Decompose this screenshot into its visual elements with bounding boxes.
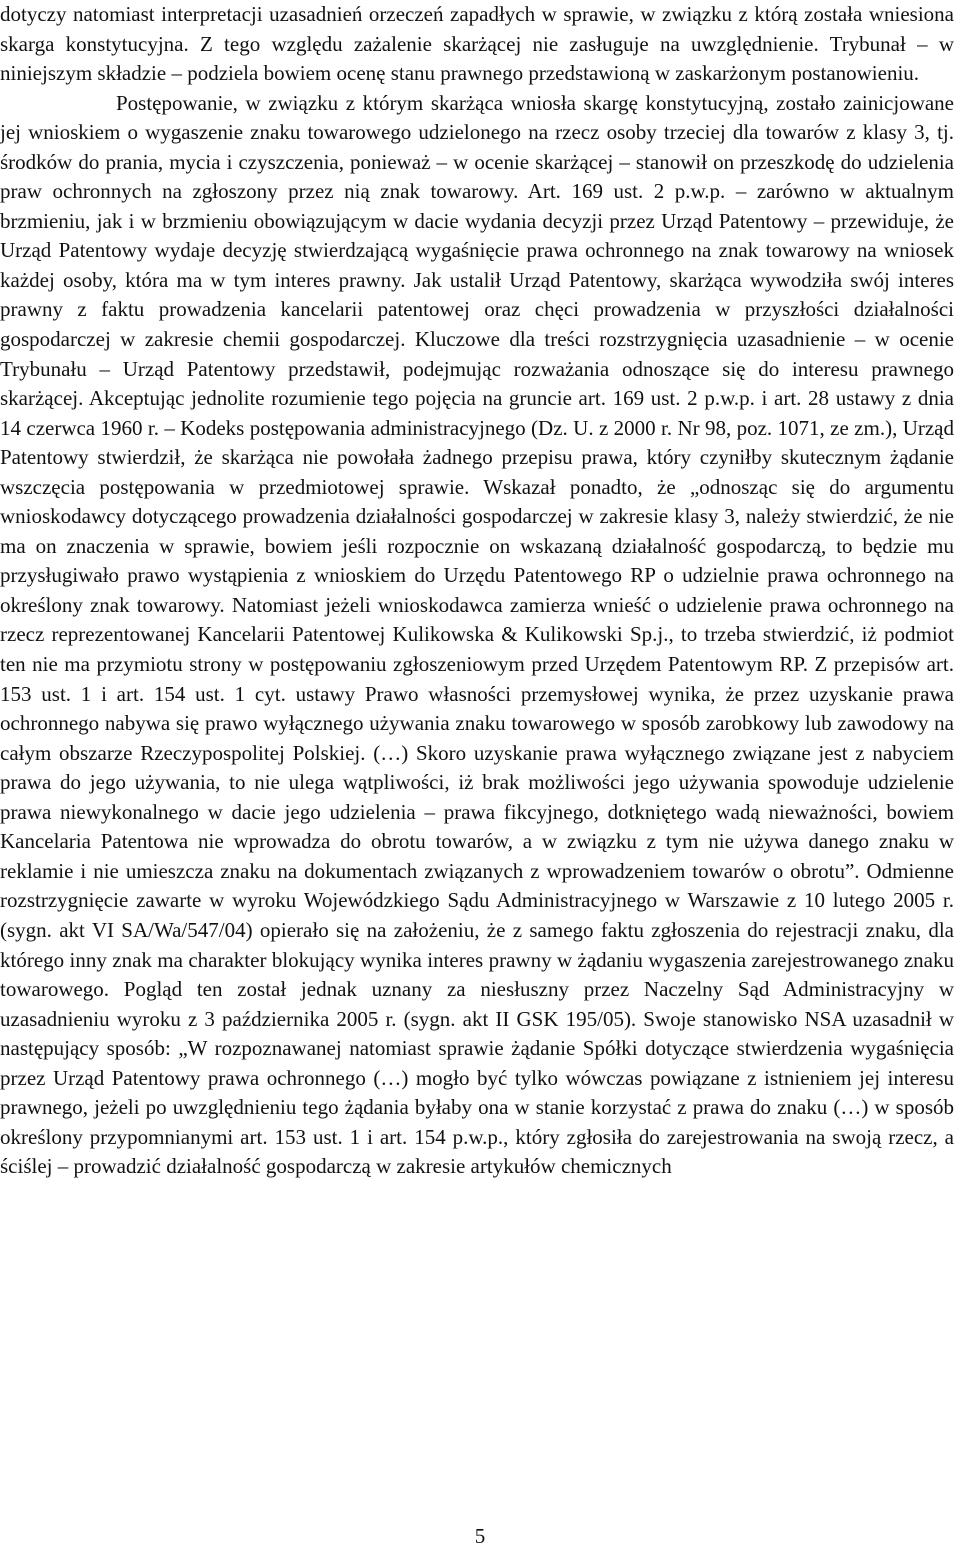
paragraph-main: Postępowanie, w związku z którym skarżąca wniosła skargę konstytucyjną, zostało zainicjowane jej wnioskiem o wygaszenie znaku towarowego udzielonego na rzecz osoby trzeciej dla towarów z klasy 3, tj. środków do prania, mycia i czyszczenia, ponieważ – w ocenie skarżącej – stanowił on przeszkodę do udzielenia praw ochronnych na zgłoszony przez nią znak towarowy. Art. 169 ust. 2 p.w.p. – zarówno w aktualnym brzmieniu, jak i w brzmieniu obowiązującym w dacie wydania decyzji przez Urząd Patentowy – przewiduje, że Urząd Patentowy wydaje decyzję stwierdzającą wygaśnięcie prawa ochronnego na znak towarowy na wniosek każdej osoby, która ma w tym interes prawny. Jak ustalił Urząd Patentowy, skarżąca wywodziła swój interes prawny z faktu prowadzenia kancelarii patentowej oraz chęci prowadzenia w przyszłości działalności gospodarczej w zakresie chemii gospodarczej. Kluczowe dla treści rozstrzygnięcia uzasadnienie – w ocenie Trybunału – Urząd Patentowy przedstawił, podejmując rozważania odnoszące się do interesu prawnego skarżącej. Akceptując jednolite rozumienie tego pojęcia na gruncie art. 169 ust. 2 p.w.p. i art. 28 ustawy z dnia 14 czerwca 1960 r. – Kodeks postępowania administracyjnego (Dz. U. z 2000 r. Nr 98, poz. 1071, ze zm.), Urząd Patentowy stwierdził, że skarżąca nie powołała żadnego przepisu prawa, który czyniłby skutecznym żądanie wszczęcia postępowania w przedmiotowej sprawie. Wskazał ponadto, że „odnosząc się do argumentu wnioskodawcy dotyczącego prowadzenia działalności gospodarczej w zakresie klasy 3, należy stwierdzić, że nie ma on znaczenia w sprawie, bowiem jeśli rozpocznie on wskazaną działalność gospodarczą, to będzie mu przysługiwało prawo wystąpienia z wnioskiem do Urzędu Patentowego RP o udzielnie prawa ochronnego na określony znak towarowy. Natomiast jeżeli wnioskodawca zamierza wnieść o udzielenie prawa ochronnego na rzecz reprezentowanej Kancelarii Patentowej Kulikowska & Kulikowski Sp.j., to trzeba stwierdzić, iż podmiot ten nie ma przymiotu strony w postępowaniu zgłoszeniowym przed Urzędem Patentowym RP. Z przepisów art. 153 ust. 1 i art. 154 ust. 1 cyt. ustawy Prawo własności przemysłowej wynika, że przez uzyskanie prawa ochronnego nabywa się prawo wyłącznego używania znaku towarowego w sposób zarobkowy lub zawodowy na całym obszarze Rzeczypospolitej Polskiej. (…) Skoro uzyskanie prawa wyłącznego związane jest z nabyciem prawa do jego używania, to nie ulega wątpliwości, iż brak możliwości jego używania spowoduje udzielenie prawa niewykonalnego w dacie jego udzielenia – prawa fikcyjnego, dotkniętego wadą nieważności, bowiem Kancelaria Patentowa nie wprowadza do obrotu towarów, a w związku z tym nie używa danego znaku w reklamie i nie umieszcza znaku na dokumentach związanych z wprowadzeniem towarów o obrotu”. Odmienne rozstrzygnięcie zawarte w wyroku Wojewódzkiego Sądu Administracyjnego w Warszawie z 10 lutego 2005 r. (sygn. akt VI SA/Wa/547/04) opierało się na założeniu, że z samego faktu zgłoszenia do rejestracji znaku, dla którego inny znak ma charakter blokujący wynika interes prawny w żądaniu wygaszenia zarejestrowanego znaku towarowego. Pogląd ten został jednak uznany za niesłuszny przez Naczelny Sąd Administracyjny w uzasadnieniu wyroku z 3 października 2005 r. (sygn. akt II GSK 195/05). Swoje stanowisko NSA uzasadnił w następujący sposób: „W rozpoznawanej natomiast sprawie żądanie Spółki dotyczące stwierdzenia wygaśnięcia przez Urząd Patentowy prawa ochronnego (…) mogło być tylko wówczas powiązane z istnieniem jej interesu prawnego, jeżeli po uwzględnieniu tego żądania byłaby ona w stanie korzystać z prawa do znaku (…) w sposób określony przypomnianymi art. 153 ust. 1 i art. 154 p.w.p., który zgłosiła do zarejestrowania na swoją rzecz, a ściślej – prowadzić działalność gospodarczą w zakresie artykułów chemicznych [0, 90, 954, 1179]
page-number: 5 [474, 1524, 486, 1548]
paragraph-continuation: dotyczy natomiast interpretacji uzasadnień orzeczeń zapadłych w sprawie, w związku z którą została wniesiona skarga konstytucyjna. Z tego względu zażalenie skarżącej nie zasługuje na uwzględnienie. Trybunał – w niniejszym składzie – podziela bowiem ocenę stanu prawnego przedstawioną w zaskarżonym postanowieniu. [0, 2, 954, 86]
